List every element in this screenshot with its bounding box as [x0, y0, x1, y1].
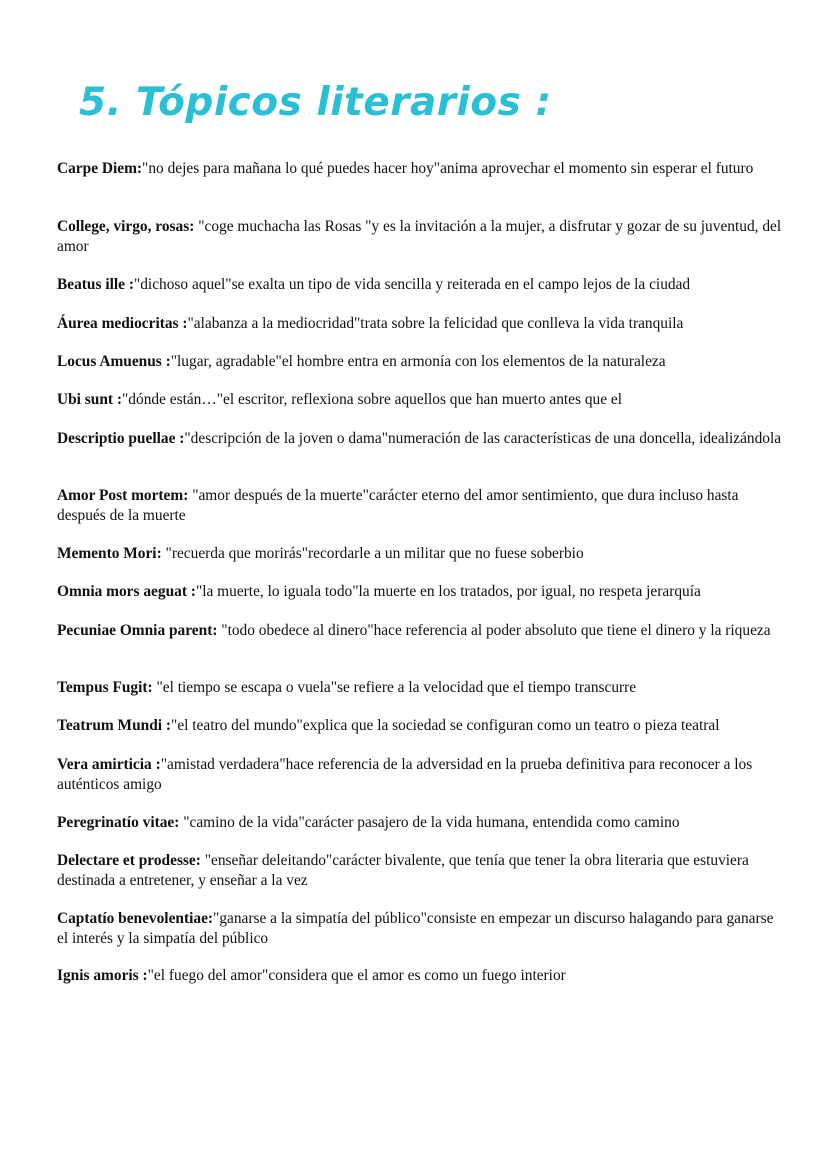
topic-entry-amor-post-mortem: [57, 486, 785, 525]
topic-definition: "todo obedece al dinero"hace referencia al poder absoluto que tiene el dinero y la riqueza: [217, 622, 771, 639]
topic-definition: "el teatro del mundo"explica que la sociedad se configuran como un teatro o pieza teatral: [171, 717, 720, 734]
topic-entry-tempus-fugit: [57, 678, 785, 698]
topic-definition: "dónde están…"el escritor, reflexiona sobre aquellos que han muerto antes que el: [122, 391, 623, 408]
topic-definition: "enseñar deleitando"carácter bivalente, que tenía que tener la obra literaria que estuviera destinada a entretener, y enseñar a la vez: [57, 852, 749, 889]
topic-term: Amor Post mortem:: [57, 487, 189, 504]
topic-entry-aurea-mediocritas: [57, 314, 785, 334]
topic-entry-captatio-benevolentiae: [57, 909, 785, 948]
topic-definition: "coge muchacha las Rosas "y es la invitación a la mujer, a disfrutar y gozar de su juventud, del amor: [57, 218, 782, 255]
topic-definition: "dichoso aquel"se exalta un tipo de vida sencilla y reiterada en el campo lejos de la ciudad: [133, 276, 691, 293]
topic-definition: "lugar, agradable"el hombre entra en armonía con los elementos de la naturaleza: [170, 353, 666, 370]
topic-term: Delectare et prodesse:: [57, 852, 201, 869]
topic-entry-ignis-amoris: [57, 966, 785, 986]
topic-definition: "no dejes para mañana lo qué puedes hacer hoy"anima aprovechar el momento sin esperar el futuro: [142, 160, 754, 177]
topic-definition: "amistad verdadera"hace referencia de la adversidad en la prueba definitiva para reconocer a los auténticos amigo: [57, 756, 753, 793]
topic-term: Ignis amoris :: [57, 967, 148, 984]
topic-term: Omnia mors aeguat :: [57, 583, 196, 600]
topic-entry-carpe-diem: [57, 159, 785, 179]
topic-term: Peregrinatío vitae:: [57, 814, 180, 831]
topic-entry-delectare-et-prodesse: [57, 851, 785, 890]
topic-term: Locus Amuenus :: [57, 353, 171, 370]
topic-term: Vera amirticia :: [57, 756, 161, 773]
topic-term: Tempus Fugit:: [57, 679, 153, 696]
topic-entry-descriptio-puellae: [57, 429, 785, 449]
topic-entry-memento-mori: [57, 544, 785, 564]
topic-definition: "amor después de la muerte"carácter eterno del amor sentimiento, que dura incluso hasta después de la muerte: [57, 487, 739, 524]
topic-term: Áurea mediocritas :: [57, 315, 188, 332]
topic-definition: "recuerda que morirás"recordarle a un militar que no fuese soberbio: [161, 545, 584, 562]
topic-entry-locus-amuenus: [57, 352, 785, 372]
topic-term: Teatrum Mundi :: [57, 717, 172, 734]
topic-term: Memento Mori:: [57, 545, 162, 562]
topic-definition: "el fuego del amor"considera que el amor es como un fuego interior: [147, 967, 566, 984]
topic-term: Captatío benevolentiae:: [57, 910, 214, 927]
topic-term: Descriptio puellae :: [57, 430, 185, 447]
topic-term: Pecuniae Omnia parent:: [57, 622, 218, 639]
topic-entry-beatus-ille: [57, 275, 785, 295]
topic-entry-pecuniae-omnia-parent: [57, 621, 785, 641]
topic-definition: "ganarse a la simpatía del público"consiste en empezar un discurso halagando para ganarse el interés y la simpatía del público: [57, 910, 774, 947]
page-title: 5. Tópicos literarios :: [79, 80, 552, 125]
topic-term: Carpe Diem:: [57, 160, 143, 177]
topic-definition: "el tiempo se escapa o vuela"se refiere a la velocidad que el tiempo transcurre: [152, 679, 637, 696]
topic-entry-college-virgo-rosas: [57, 217, 785, 256]
topic-entry-ubi-sunt: [57, 390, 785, 410]
topic-definition: "camino de la vida"carácter pasajero de la vida humana, entendida como camino: [179, 814, 680, 831]
topic-term: College, virgo, rosas:: [57, 218, 195, 235]
topic-definition: "descripción de la joven o dama"numeración de las características de una doncella, idealizándola: [184, 430, 782, 447]
topic-entry-peregrinatio-vitae: [57, 813, 785, 833]
topic-definition: "alabanza a la mediocridad"trata sobre la felicidad que conlleva la vida tranquila: [187, 315, 684, 332]
topic-entry-vera-amirticia: [57, 755, 785, 794]
topic-term: Beatus ille :: [57, 276, 134, 293]
topic-definition: "la muerte, lo iguala todo"la muerte en los tratados, por igual, no respeta jerarquía: [195, 583, 701, 600]
topic-entry-teatrum-mundi: [57, 716, 785, 736]
topic-entry-omnia-mors-aeguat: [57, 582, 785, 602]
topic-term: Ubi sunt :: [57, 391, 123, 408]
